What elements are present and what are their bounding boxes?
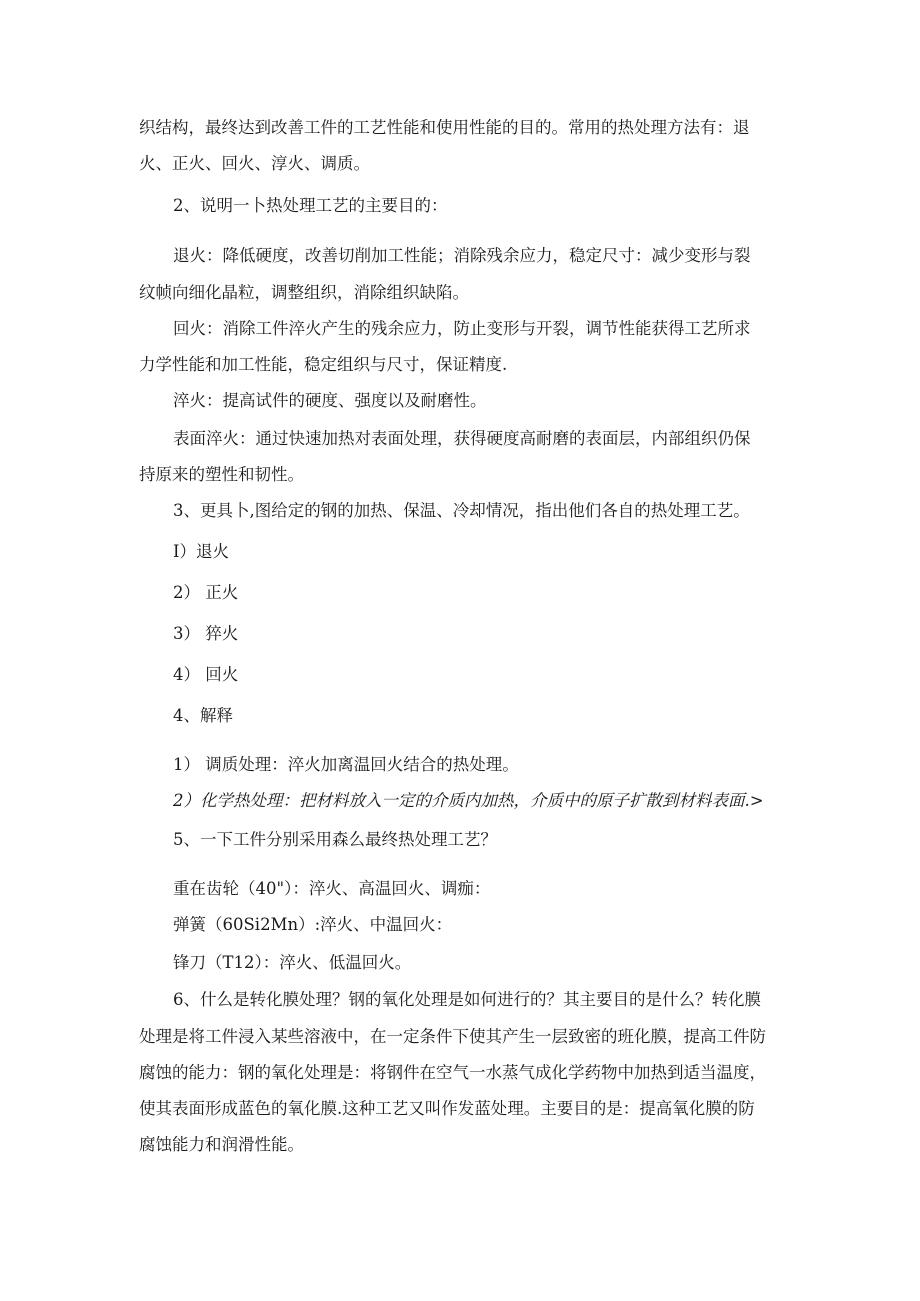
- paragraph-line: 纹帧向细化晶粒，调整组织，消除组织缺陷。: [139, 283, 469, 302]
- paragraph-line: 力学性能和加工性能，稳定组织与尺寸，保证精度.: [139, 355, 508, 374]
- question-heading: 4、解释: [173, 706, 233, 725]
- list-item: 4） 回火: [173, 665, 239, 684]
- paragraph-line: 腐蚀的能力：钢的氧化处理是：将钢件在空气一水蒸气成化学药物中加热到适当温度，: [139, 1063, 766, 1082]
- paragraph-line: 退火：降低硬度，改善切削加工性能；消除残余应力，稳定尺寸：减少变形与裂: [173, 246, 751, 265]
- paragraph-line: 处理是将工件浸入某些溶液中，在一定条件下使其产生一层致密的班化膜，提高工件防: [139, 1027, 766, 1046]
- paragraph-line: 表面淬火：通过快速加热对表面处理，获得硬度高耐磨的表面层，内部组织仍保: [173, 429, 751, 448]
- question-heading: 5、一下工件分别采用森么最终热处理工艺？: [173, 830, 497, 849]
- paragraph-line: 织结构，最终达到改善工件的工艺性能和使用性能的目的。常用的热处理方法有：退: [139, 118, 750, 137]
- paragraph-line: 使其表面形成蓝色的氧化膜.这种工艺又叫作发蓝处理。主要目的是：提高氧化膜的防: [139, 1099, 755, 1118]
- list-item: I）退火: [173, 542, 230, 561]
- paragraph-line: 锋刀（T12）：淬火、低温回火。: [173, 953, 412, 972]
- paragraph-line: 持原来的塑性和韧性。: [139, 465, 304, 484]
- list-item: 1） 调质处理：淬火加离温回火结合的热处理。: [173, 755, 519, 774]
- paragraph-line: 弹簧（60Si2Mn）:淬火、中温回火：: [173, 915, 453, 934]
- list-item: 2）化学热处理：把材料放入一定的介质内加热，介质中的原子扩散到材料表面.>: [173, 791, 764, 810]
- question-heading: 6、什么是转化膜处理？钢的氧化处理是如何进行的？其主要目的是什么？转化膜: [173, 990, 761, 1009]
- question-heading: 2、说明一卜热处理工艺的主要目的：: [173, 196, 448, 215]
- paragraph-line: 淬火：提高试件的硬度、强度以及耐磨性。: [173, 391, 487, 410]
- question-heading: 3、更具卜,图给定的钢的加热、保温、冷却情况，指出他们各自的热处理工艺。: [173, 501, 750, 520]
- paragraph-line: 火、正火、回火、淳火、调质。: [139, 154, 370, 173]
- list-item: 2） 正火: [173, 583, 239, 602]
- list-item: 3） 猝火: [173, 624, 239, 643]
- paragraph-line: 重在齿轮（40"）：淬火、高温回火、调痂：: [173, 879, 491, 898]
- paragraph-line: 腐蚀能力和润滑性能。: [139, 1135, 304, 1154]
- paragraph-line: 回火：消除工件淬火产生的残余应力，防止变形与开裂，调节性能获得工艺所求: [173, 319, 751, 338]
